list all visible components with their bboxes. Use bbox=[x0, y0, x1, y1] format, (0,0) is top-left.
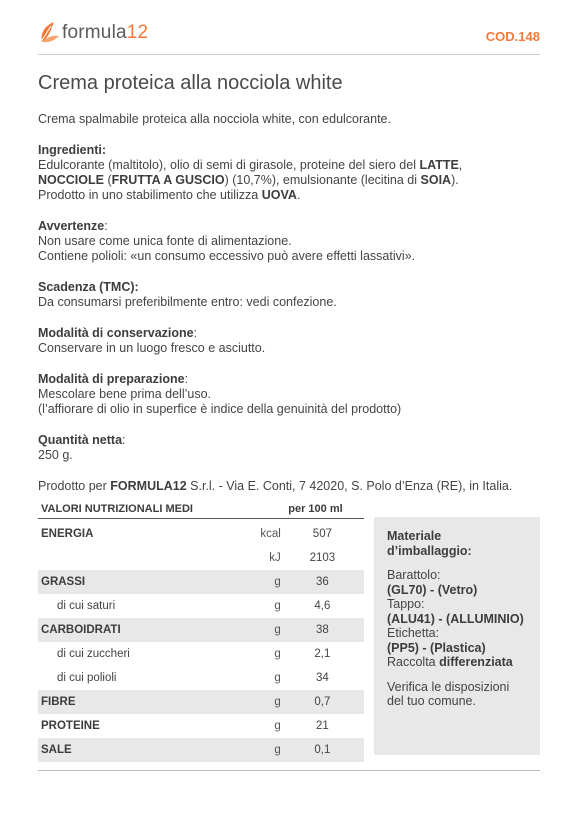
logo-text: formula12 bbox=[62, 22, 149, 43]
storage-text: Conservare in un luogo fresco e asciutto. bbox=[38, 341, 266, 355]
ingredients-section bbox=[38, 143, 538, 203]
preparation-section bbox=[38, 372, 538, 417]
ingredients-text: Edulcorante (maltitolo), olio di semi di girasole, proteine del siero del LATTE, NOCCIOLE (FRUTTA A GUSCIO) (10,7%), emulsionante (lecitina di SOIA). Prodotto in uno stabilimento che utilizza UOVA. bbox=[38, 158, 463, 202]
storage-label: Modalità di conservazione: bbox=[38, 326, 198, 340]
table-row: di cui polioli g 34 bbox=[57, 672, 329, 684]
leaf-logo-icon bbox=[38, 20, 60, 46]
expiry-label: Scadenza (TMC): bbox=[38, 280, 139, 294]
net-quantity-label: Quantità netta: bbox=[38, 433, 126, 447]
warnings-section bbox=[38, 219, 538, 264]
preparation-label: Modalità di preparazione: bbox=[38, 372, 189, 386]
packaging-box bbox=[374, 517, 540, 755]
table-row: ENERGIA kcal 507 bbox=[41, 528, 332, 540]
table-row: SALE g 0,1 bbox=[38, 738, 364, 762]
warnings-line-2: Contiene polioli: «un consumo eccessivo può avere effetti lassativi». bbox=[38, 249, 416, 263]
nutrition-header-value: per 100 ml bbox=[288, 502, 343, 515]
nutrition-table bbox=[38, 499, 364, 762]
expiry-section bbox=[38, 280, 538, 310]
table-row: kJ 2103 bbox=[269, 552, 336, 564]
storage-section bbox=[38, 326, 538, 356]
table-row: CARBOIDRATI g 38 bbox=[38, 618, 364, 642]
warnings-line-1: Non usare come unica fonte di alimentazione. bbox=[38, 234, 292, 248]
table-row: di cui zuccheri g 2,1 bbox=[57, 648, 331, 660]
net-quantity-section bbox=[38, 433, 538, 463]
bottom-divider bbox=[38, 770, 540, 771]
nutrition-header-name: VALORI NUTRIZIONALI MEDI bbox=[41, 502, 193, 515]
brand-logo bbox=[38, 20, 148, 46]
nutrition-header bbox=[38, 499, 364, 519]
product-title: Crema proteica alla nocciola white bbox=[38, 72, 343, 94]
packaging-materials: Barattolo: (GL70) - (Vetro) Tappo: (ALU41) - (ALLUMINIO) Etichetta: (PP5) - (Plastica) Raccolta differenziata bbox=[387, 568, 524, 669]
top-divider bbox=[38, 54, 540, 55]
preparation-line-1: Mescolare bene prima dell’uso. bbox=[38, 387, 212, 401]
table-row: PROTEINE g 21 bbox=[41, 720, 329, 732]
warnings-label: Avvertenze: bbox=[38, 219, 108, 233]
table-row: GRASSI g 36 bbox=[38, 570, 364, 594]
producer-text: Prodotto per FORMULA12 S.r.l. - Via E. Conti, 7 42020, S. Polo d’Enza (RE), in Italia. bbox=[38, 479, 513, 493]
table-row: FIBRE g 0,7 bbox=[38, 690, 364, 714]
preparation-line-2: (l’affiorare di olio in superfice è indice della genuinità del prodotto) bbox=[38, 402, 402, 416]
packaging-title: Materiale d’imballaggio: bbox=[387, 529, 472, 558]
product-description: Crema spalmabile proteica alla nocciola white, con edulcorante. bbox=[38, 112, 391, 126]
expiry-text: Da consumarsi preferibilmente entro: vedi confezione. bbox=[38, 295, 337, 309]
packaging-verify-note: Verifica le disposizioni del tuo comune. bbox=[387, 679, 510, 708]
ingredients-label: Ingredienti: bbox=[38, 143, 107, 157]
product-code: COD.148 bbox=[485, 29, 540, 44]
label-content bbox=[38, 112, 538, 510]
net-quantity-text: 250 g. bbox=[38, 448, 73, 462]
header bbox=[38, 20, 540, 54]
producer-section bbox=[38, 479, 538, 494]
table-row: di cui saturi g 4,6 bbox=[57, 600, 331, 612]
